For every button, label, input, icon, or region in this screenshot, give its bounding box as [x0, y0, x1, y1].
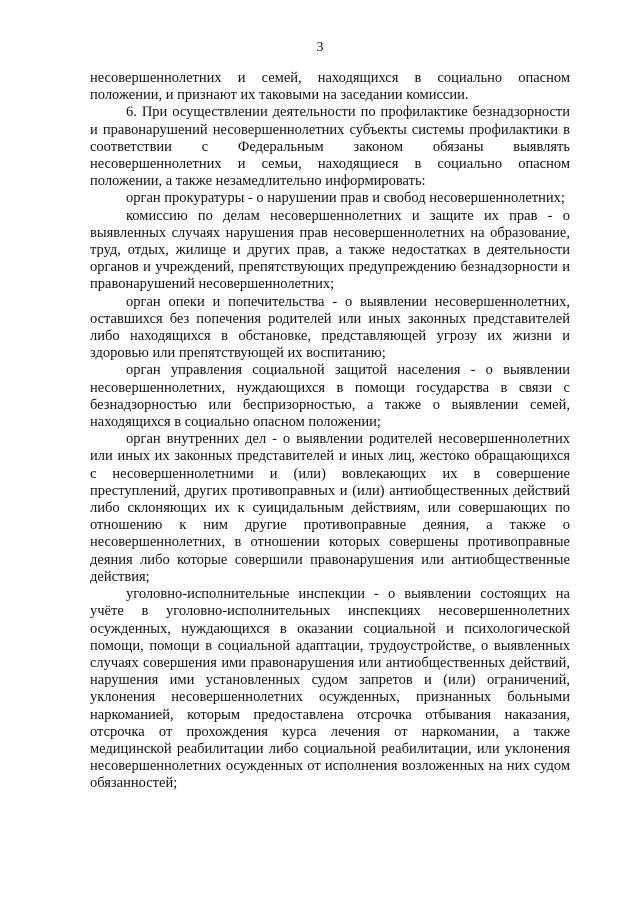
paragraph-5: орган опеки и попечительства - о выявлении несовершеннолетних, оставшихся без попечения родителей или иных законных представителей либо находящихся в обстановке, представляющей угрозу их жизни и здоровью или препятствующей их воспитанию;	[90, 293, 570, 362]
paragraph-4: комиссию по делам несовершеннолетних и защите их прав - о выявленных случаях нарушения прав несовершеннолетних на образование, труд, отдых, жилище и других прав, а также недостатках в деятельности органов и учреждений, препятствующих предупреждению безнадзорности и правонарушений несовершеннолетних;	[90, 207, 570, 293]
paragraph-1: несовершеннолетних и семей, находящихся в социально опасном положении, и признают их таковыми на заседании комиссии.	[90, 70, 570, 104]
paragraph-3: орган прокуратуры - о нарушении прав и свобод несовершеннолетних;	[126, 190, 565, 207]
paragraph-7: орган внутренних дел - о выявлении родителей несовершеннолетних или иных их законных представителей и иных лиц, жестоко обращающихся с несовершеннолетними и (или) вовлекающих их в совершение преступлений, других противоправных и (или) антиобщественных действий либо склоняющих их к суицидальным действиям, или совершающих по отношению к ним другие противоправные деяния, а также о несовершеннолетних, в отношении которых совершены противоправные деяния либо которые совершили правонарушения или антиобщественные действия;	[90, 431, 570, 585]
paragraph-8: уголовно-исполнительные инспекции - о выявлении состоящих на учёте в уголовно-исполнительных инспекциях несовершеннолетних осужденных, нуждающихся в оказании социальной и психологической помощи, помощи в социальной адаптации, трудоустройстве, о выявленных случаях совершения ими правонарушения или антиобщественных действий, нарушения ими установленных судом запретов и (или) ограничений, уклонения несовершеннолетних осужденных, признанных больными наркоманией, которым предоставлена отсрочка отбывания наказания, отсрочка от прохождения курса лечения от наркомании, а также медицинской реабилитации либо социальной реабилитации, или уклонения несовершеннолетних осужденных от исполнения возложенных на них судом обязанностей;	[90, 586, 570, 792]
body-text	[90, 70, 570, 793]
paragraph-6: орган управления социальной защитой населения - о выявлении несовершеннолетних, нуждающихся в помощи государства в связи с безнадзорностью или беспризорностью, а также о выявлении семей, находящихся в социально опасном положении;	[90, 362, 570, 431]
paragraph-2: 6. При осуществлении деятельности по профилактике безнадзорности и правонарушений несовершеннолетних субъекты системы профилактики в соответствии с Федеральным законом обязаны выявлять несовершеннолетних и семьи, находящиеся в социально опасном положении, а также незамедлительно информировать:	[90, 104, 570, 190]
page-number: 3	[316, 40, 324, 55]
